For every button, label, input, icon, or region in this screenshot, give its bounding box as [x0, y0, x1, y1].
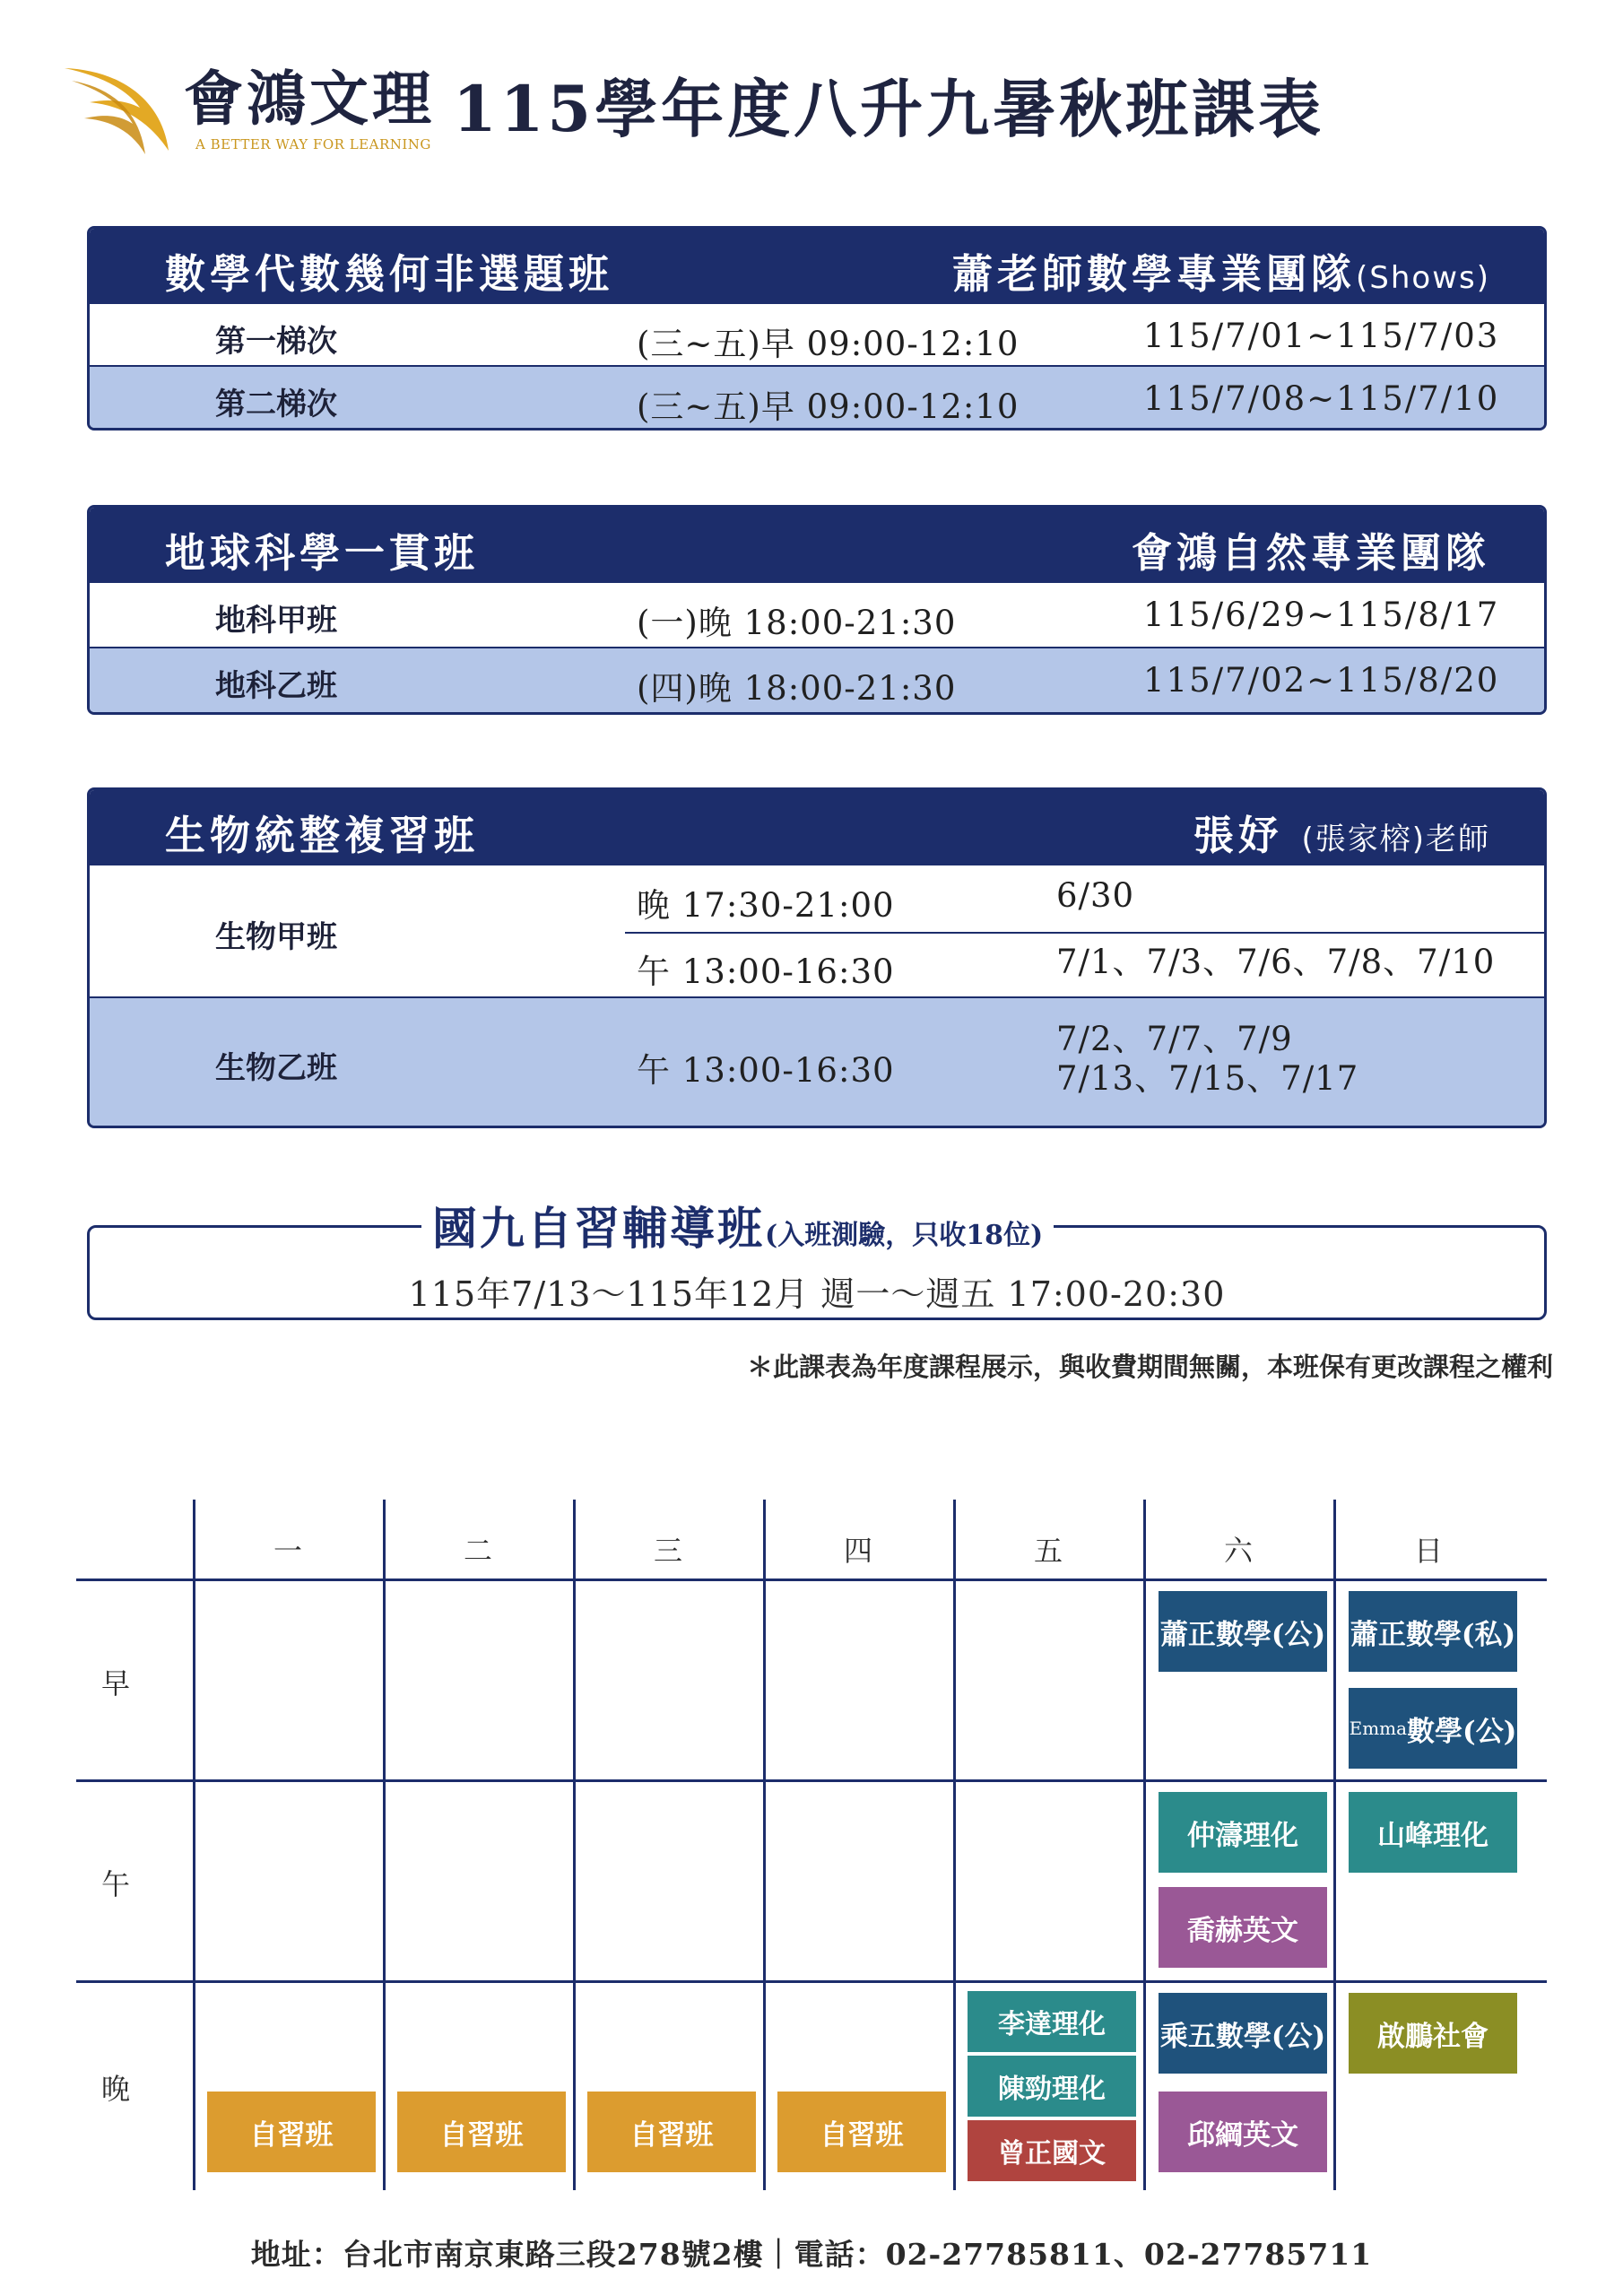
bio-divider	[625, 932, 1544, 934]
bio-class-b-dates-line-2: 7/13、7/15、7/17	[1056, 1059, 1359, 1098]
bio-class-a-dates-2: 7/1、7/3、7/6、7/8、7/10	[1056, 943, 1496, 981]
self-study-chip-mon: 自習班	[207, 2092, 376, 2172]
disclaimer: ＊此課表為年度課程展示，與收費期間無關，本班保有更改課程之權利	[746, 1352, 1553, 1382]
row-name: 地科乙班	[215, 668, 337, 704]
period-afternoon: 午	[101, 1867, 131, 1901]
course-chip: 曾正國文	[968, 2120, 1136, 2181]
period-evening: 晚	[101, 2072, 131, 2106]
row-time: (四)晚 18:00-21:30	[637, 669, 957, 708]
course-chip: 喬赫英文	[1159, 1887, 1327, 1968]
grid-line	[383, 1500, 386, 2190]
row-time: (三~五)早 09:00-12:10	[637, 387, 1020, 426]
brand-name: 會鴻文理	[184, 64, 435, 134]
course-chip: 李達理化	[968, 1991, 1136, 2052]
course-chip: Emma 數學(公)	[1349, 1688, 1517, 1769]
day-header-wed: 三	[653, 1534, 682, 1568]
earth-course-team: 會鴻自然專業團隊	[1131, 529, 1490, 577]
course-chip: 陳勁理化	[968, 2056, 1136, 2117]
row-dates: 115/7/02~115/8/20	[1143, 661, 1500, 700]
row-name: 第二梯次	[215, 387, 337, 422]
bio-course-header	[90, 790, 1544, 864]
self-study-chip-tue: 自習班	[397, 2092, 566, 2172]
grid-line	[76, 1779, 1547, 1782]
math-course-header	[90, 229, 1544, 302]
course-chip: 啟鵬社會	[1349, 1993, 1517, 2074]
day-header-sun: 日	[1413, 1534, 1443, 1568]
weekly-timetable	[76, 1500, 1547, 2190]
page-title: 115學年度八升九暑秋班課表	[453, 72, 1325, 146]
row-dates: 115/7/08~115/7/10	[1143, 379, 1500, 418]
day-header-mon: 一	[273, 1534, 302, 1568]
brand-tagline: A BETTER WAY FOR LEARNING	[195, 136, 431, 152]
bio-teacher-note: (張家榕)老師	[1301, 822, 1490, 857]
earth-course-box	[87, 505, 1547, 715]
day-header-fri: 五	[1033, 1534, 1063, 1568]
bio-class-b-dates	[1056, 1020, 1358, 1099]
grid-line	[953, 1500, 956, 2190]
course-chip: 仲濤理化	[1159, 1792, 1327, 1873]
bio-class-a	[90, 864, 1544, 996]
earth-course-title: 地球科學一貫班	[165, 529, 480, 577]
math-team-note: (Shows)	[1356, 260, 1490, 296]
grid-line	[763, 1500, 766, 2190]
math-course-box	[87, 226, 1547, 430]
self-study-chip-wed: 自習班	[587, 2092, 756, 2172]
row-dates: 115/7/01~115/7/03	[1143, 317, 1500, 355]
self-study-schedule: 115年7/13～115年12月 週一～週五 17:00-20:30	[408, 1274, 1226, 1314]
period-morning: 早	[101, 1666, 131, 1700]
row-name: 地科甲班	[215, 603, 337, 639]
course-chip: 蕭正數學(公)	[1159, 1591, 1327, 1672]
grid-line	[76, 1578, 1547, 1581]
bio-class-a-time-1: 晚 17:30-21:00	[637, 886, 895, 925]
self-study-chip-thu: 自習班	[777, 2092, 946, 2172]
day-header-tue: 二	[463, 1534, 492, 1568]
earth-row-2	[90, 647, 1544, 712]
grid-line	[573, 1500, 576, 2190]
math-row-2	[90, 365, 1544, 428]
bio-class-a-dates-1: 6/30	[1056, 876, 1135, 915]
bio-class-b-dates-line-1: 7/2、7/7、7/9	[1056, 1020, 1293, 1058]
row-time: (三~五)早 09:00-12:10	[637, 325, 1020, 363]
self-study-title: 國九自習輔導班	[432, 1203, 765, 1255]
bio-course-title: 生物統整複習班	[165, 812, 480, 859]
day-header-sat: 六	[1223, 1534, 1253, 1568]
course-chip: 蕭正數學(私)	[1349, 1591, 1517, 1672]
row-time: (一)晚 18:00-21:30	[637, 604, 957, 642]
row-name: 第一梯次	[215, 324, 337, 360]
grid-line	[193, 1500, 195, 2190]
course-chip: 山峰理化	[1349, 1792, 1517, 1873]
course-chip: 邱綱英文	[1159, 2092, 1327, 2172]
course-chip: 乘五數學(公)	[1159, 1993, 1327, 2074]
bio-class-b	[90, 996, 1544, 1128]
bio-class-a-name: 生物甲班	[215, 919, 337, 955]
bio-course-box	[87, 787, 1547, 1128]
footer-contact: 地址：台北市南京東路三段278號2樓｜電話：02-27785811、02-27785711	[250, 2237, 1373, 2272]
earth-course-header	[90, 508, 1544, 581]
grid-line	[1333, 1500, 1336, 2190]
grid-line	[76, 1980, 1547, 1983]
bio-class-b-name: 生物乙班	[215, 1050, 337, 1086]
grid-line	[1143, 1500, 1146, 2190]
bio-class-a-time-2: 午 13:00-16:30	[637, 952, 895, 991]
self-study-note: (入班測驗，只收18位)	[765, 1220, 1044, 1251]
bio-course-teacher: 張妤 (張家榕)老師	[1193, 812, 1490, 859]
math-course-title: 數學代數幾何非選題班	[165, 250, 614, 298]
earth-row-1	[90, 581, 1544, 647]
math-row-1	[90, 302, 1544, 365]
bio-class-b-time: 午 13:00-16:30	[637, 1051, 895, 1090]
day-header-thu: 四	[843, 1534, 872, 1568]
self-study-title-wrap	[421, 1193, 1054, 1257]
row-dates: 115/6/29~115/8/17	[1143, 596, 1500, 634]
math-course-team: 蕭老師數學專業團隊(Shows)	[952, 250, 1490, 298]
